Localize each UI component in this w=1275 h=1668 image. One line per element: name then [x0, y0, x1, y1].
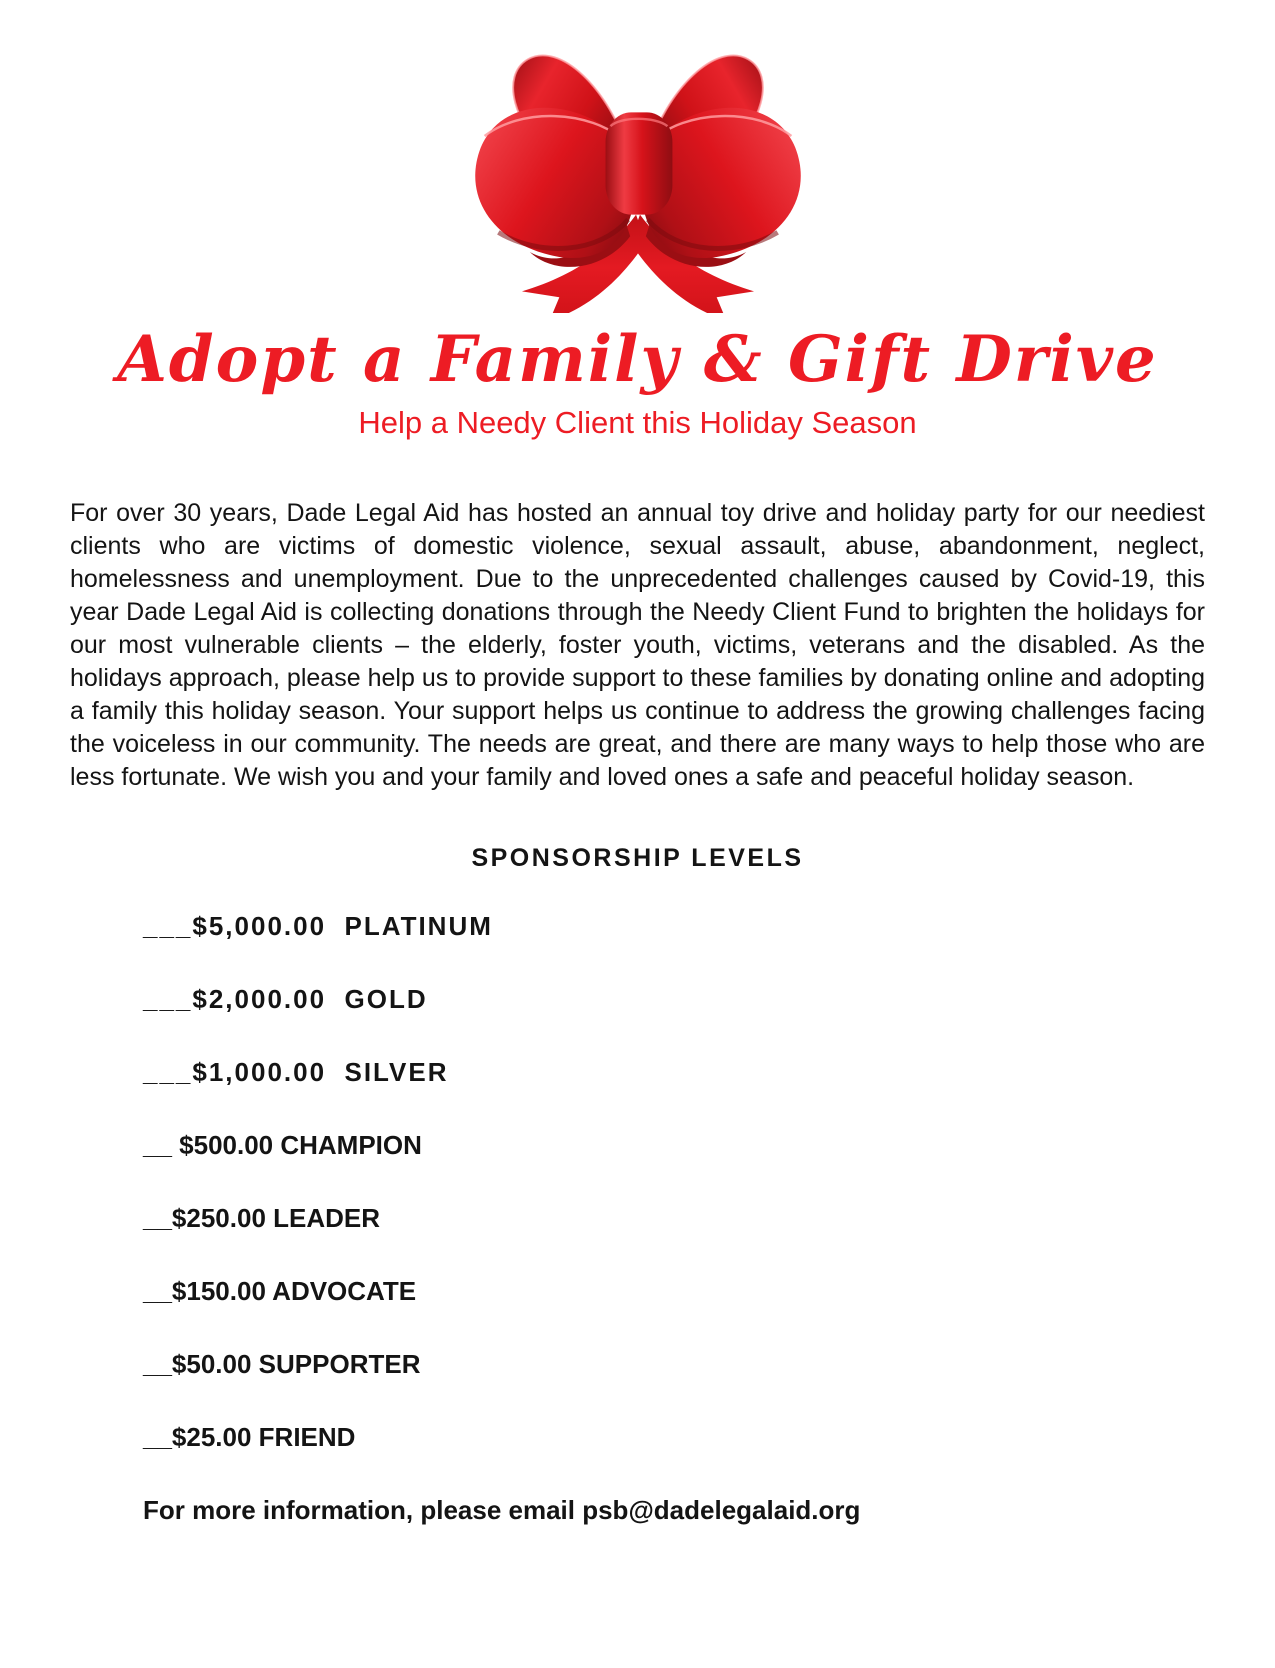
gift-bow-image	[458, 18, 818, 313]
sponsorship-level-friend: __$25.00 FRIEND	[143, 1422, 356, 1453]
sponsorship-levels-list	[143, 913, 1275, 1451]
sponsorship-level-supporter: __$50.00 SUPPORTER	[143, 1349, 421, 1380]
sponsorship-level-gold: ___$2,000.00 GOLD	[143, 984, 428, 1015]
sponsorship-level-platinum: ___$5,000.00 PLATINUM	[143, 911, 493, 942]
sponsorship-level-leader: __$250.00 LEADER	[143, 1203, 381, 1234]
sponsorship-level-champion: __ $500.00 CHAMPION	[143, 1130, 422, 1161]
sponsorship-heading: SPONSORSHIP LEVELS	[471, 844, 804, 873]
gift-bow-icon	[458, 18, 818, 313]
flyer-page	[0, 18, 1275, 1668]
page-subtitle: Help a Needy Client this Holiday Season	[358, 405, 917, 441]
sponsorship-level-silver: ___$1,000.00 SILVER	[143, 1057, 449, 1088]
intro-paragraph: For over 30 years, Dade Legal Aid has hosted an annual toy drive and holiday party for our neediest clients who are victims of domestic violence, sexual assault, abuse, abandonment, neglect, homelessness and unemployment. Due to the unprecedented challenges caused by Covid-19, this year Dade Legal Aid is collecting donations through the Needy Client Fund to brighten the holidays for our most vulnerable clients – the elderly, foster youth, victims, veterans and the disabled. As the holidays approach, please help us to provide support to these families by donating online and adopting a family this holiday season. Your support helps us continue to address the growing challenges facing the voiceless in our community. The needs are great, and there are many ways to help those who are less fortunate. We wish you and your family and loved ones a safe and peaceful holiday season.	[70, 499, 1205, 792]
page-title: Adopt a Family & Gift Drive	[117, 322, 1158, 397]
sponsorship-level-advocate: __$150.00 ADVOCATE	[143, 1276, 417, 1307]
contact-info: For more information, please email psb@dadelegalaid.org	[143, 1495, 861, 1526]
